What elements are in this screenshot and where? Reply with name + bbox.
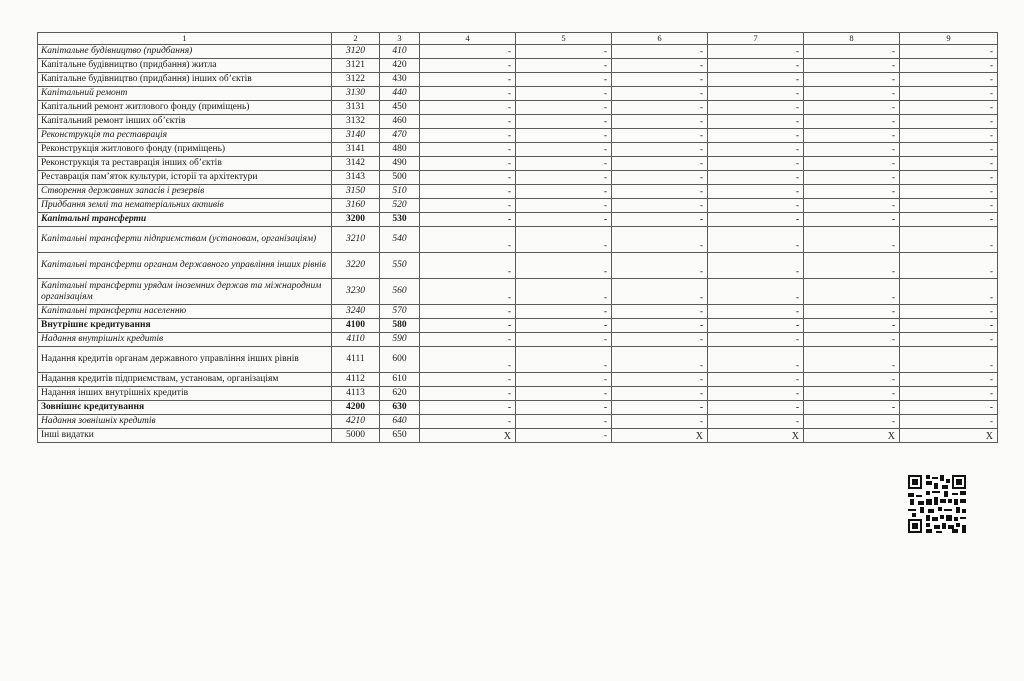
value-cell: - xyxy=(708,171,804,185)
value-cell: - xyxy=(708,415,804,429)
value-cell: - xyxy=(420,59,516,73)
value-cell: - xyxy=(708,143,804,157)
value-cell: - xyxy=(708,213,804,227)
value-cell: - xyxy=(420,199,516,213)
value-cell: - xyxy=(420,213,516,227)
value-cell: - xyxy=(708,253,804,279)
value-cell: - xyxy=(804,143,900,157)
value-cell: - xyxy=(900,143,998,157)
value-cell: - xyxy=(708,115,804,129)
value-cell: - xyxy=(612,143,708,157)
value-cell: - xyxy=(900,171,998,185)
row-line-number: 410 xyxy=(380,45,420,59)
value-cell: - xyxy=(420,185,516,199)
row-line-number: 550 xyxy=(380,253,420,279)
row-line-number: 540 xyxy=(380,227,420,253)
value-cell: - xyxy=(708,279,804,305)
row-label: Капітальне будівництво (придбання) xyxy=(38,45,332,59)
row-line-number: 520 xyxy=(380,199,420,213)
value-cell: - xyxy=(612,157,708,171)
table-row xyxy=(38,227,998,253)
value-cell: - xyxy=(804,279,900,305)
row-line-number: 450 xyxy=(380,101,420,115)
value-cell: - xyxy=(804,199,900,213)
value-cell: - xyxy=(420,101,516,115)
value-cell: - xyxy=(612,253,708,279)
row-label: Реконструкція та реставрація інших об’єктів xyxy=(38,157,332,171)
value-cell: - xyxy=(708,227,804,253)
value-cell: - xyxy=(420,227,516,253)
value-cell: - xyxy=(420,143,516,157)
value-cell: - xyxy=(708,401,804,415)
value-cell: - xyxy=(900,373,998,387)
value-cell: - xyxy=(900,305,998,319)
value-cell: - xyxy=(612,199,708,213)
value-cell: - xyxy=(804,415,900,429)
value-cell: - xyxy=(900,87,998,101)
row-label: Капітальні трансферти урядам іноземних держав та міжнародним організаціям xyxy=(38,279,332,305)
value-cell: - xyxy=(900,387,998,401)
row-label: Реставрація пам’яток культури, історії та архітектури xyxy=(38,171,332,185)
value-cell: X xyxy=(420,429,516,443)
row-code: 4112 xyxy=(332,373,380,387)
value-cell: - xyxy=(708,333,804,347)
row-line-number: 570 xyxy=(380,305,420,319)
value-cell: - xyxy=(804,387,900,401)
row-code: 4113 xyxy=(332,387,380,401)
value-cell: - xyxy=(612,59,708,73)
value-cell: - xyxy=(516,171,612,185)
table-body xyxy=(38,45,998,443)
header-row xyxy=(38,33,998,45)
value-cell: - xyxy=(708,45,804,59)
row-code: 3220 xyxy=(332,253,380,279)
value-cell: - xyxy=(516,73,612,87)
row-code: 3121 xyxy=(332,59,380,73)
row-label: Капітальний ремонт інших об’єктів xyxy=(38,115,332,129)
value-cell: - xyxy=(612,213,708,227)
value-cell: - xyxy=(804,253,900,279)
column-header: 2 xyxy=(332,33,380,45)
row-line-number: 600 xyxy=(380,347,420,373)
value-cell: - xyxy=(900,45,998,59)
row-line-number: 590 xyxy=(380,333,420,347)
table-row xyxy=(38,305,998,319)
value-cell: - xyxy=(612,279,708,305)
table-row xyxy=(38,115,998,129)
column-header: 7 xyxy=(708,33,804,45)
table-row xyxy=(38,401,998,415)
value-cell: - xyxy=(804,157,900,171)
row-code: 3142 xyxy=(332,157,380,171)
table-row xyxy=(38,59,998,73)
row-line-number: 510 xyxy=(380,185,420,199)
table-row xyxy=(38,185,998,199)
value-cell: - xyxy=(420,415,516,429)
row-label: Капітальний ремонт житлового фонду (приміщень) xyxy=(38,101,332,115)
row-code: 4210 xyxy=(332,415,380,429)
table-row xyxy=(38,73,998,87)
table-row xyxy=(38,171,998,185)
row-code: 3150 xyxy=(332,185,380,199)
value-cell: - xyxy=(708,387,804,401)
row-label: Придбання землі та нематеріальних активів xyxy=(38,199,332,213)
row-code: 3200 xyxy=(332,213,380,227)
value-cell: - xyxy=(612,171,708,185)
value-cell: - xyxy=(708,87,804,101)
row-label: Капітальні трансферти xyxy=(38,213,332,227)
value-cell: - xyxy=(516,305,612,319)
value-cell: - xyxy=(708,373,804,387)
value-cell: - xyxy=(900,59,998,73)
value-cell: - xyxy=(420,87,516,101)
value-cell: - xyxy=(420,45,516,59)
value-cell: - xyxy=(708,129,804,143)
value-cell: X xyxy=(900,429,998,443)
row-line-number: 460 xyxy=(380,115,420,129)
row-code: 3131 xyxy=(332,101,380,115)
row-line-number: 430 xyxy=(380,73,420,87)
column-header: 1 xyxy=(38,33,332,45)
row-code: 3140 xyxy=(332,129,380,143)
value-cell: - xyxy=(420,305,516,319)
value-cell: - xyxy=(516,59,612,73)
value-cell: - xyxy=(420,333,516,347)
value-cell: - xyxy=(612,87,708,101)
row-label: Надання кредитів підприємствам, установам, організаціям xyxy=(38,373,332,387)
table-row xyxy=(38,87,998,101)
row-code: 3122 xyxy=(332,73,380,87)
value-cell: - xyxy=(420,347,516,373)
row-line-number: 580 xyxy=(380,319,420,333)
value-cell: - xyxy=(612,333,708,347)
value-cell: - xyxy=(804,213,900,227)
value-cell: - xyxy=(804,101,900,115)
column-header: 5 xyxy=(516,33,612,45)
row-label: Зовнішнє кредитування xyxy=(38,401,332,415)
table-row xyxy=(38,157,998,171)
value-cell: - xyxy=(804,347,900,373)
row-line-number: 420 xyxy=(380,59,420,73)
row-label: Створення державних запасів і резервів xyxy=(38,185,332,199)
table-row xyxy=(38,129,998,143)
value-cell: - xyxy=(612,115,708,129)
value-cell: - xyxy=(516,319,612,333)
value-cell: - xyxy=(804,319,900,333)
row-code: 3143 xyxy=(332,171,380,185)
value-cell: - xyxy=(900,253,998,279)
column-header: 3 xyxy=(380,33,420,45)
value-cell: - xyxy=(516,429,612,443)
value-cell: - xyxy=(516,253,612,279)
value-cell: - xyxy=(612,415,708,429)
value-cell: - xyxy=(612,373,708,387)
row-code: 3141 xyxy=(332,143,380,157)
column-header: 9 xyxy=(900,33,998,45)
value-cell: - xyxy=(420,171,516,185)
value-cell: - xyxy=(900,185,998,199)
row-line-number: 630 xyxy=(380,401,420,415)
value-cell: - xyxy=(804,59,900,73)
row-line-number: 610 xyxy=(380,373,420,387)
value-cell: - xyxy=(612,73,708,87)
value-cell: - xyxy=(708,199,804,213)
value-cell: - xyxy=(804,185,900,199)
qr-code-icon xyxy=(908,475,966,533)
value-cell: - xyxy=(516,333,612,347)
value-cell: - xyxy=(900,401,998,415)
row-code: 3230 xyxy=(332,279,380,305)
value-cell: - xyxy=(900,415,998,429)
row-label: Інші видатки xyxy=(38,429,332,443)
value-cell: - xyxy=(612,387,708,401)
table-row xyxy=(38,333,998,347)
value-cell: - xyxy=(708,185,804,199)
table-row xyxy=(38,45,998,59)
row-label: Надання кредитів органам державного управління інших рівнів xyxy=(38,347,332,373)
value-cell: - xyxy=(900,227,998,253)
value-cell: - xyxy=(804,333,900,347)
value-cell: - xyxy=(804,305,900,319)
value-cell: - xyxy=(612,227,708,253)
value-cell: - xyxy=(420,129,516,143)
value-cell: - xyxy=(612,401,708,415)
table-row xyxy=(38,429,998,443)
value-cell: - xyxy=(900,333,998,347)
row-line-number: 640 xyxy=(380,415,420,429)
value-cell: - xyxy=(420,253,516,279)
row-code: 3210 xyxy=(332,227,380,253)
value-cell: - xyxy=(900,319,998,333)
value-cell: - xyxy=(516,199,612,213)
value-cell: - xyxy=(804,171,900,185)
value-cell: - xyxy=(900,157,998,171)
row-line-number: 530 xyxy=(380,213,420,227)
row-code: 4111 xyxy=(332,347,380,373)
value-cell: - xyxy=(612,305,708,319)
value-cell: - xyxy=(900,199,998,213)
row-label: Внутрішнє кредитування xyxy=(38,319,332,333)
table-row xyxy=(38,279,998,305)
value-cell: - xyxy=(516,101,612,115)
row-line-number: 440 xyxy=(380,87,420,101)
value-cell: - xyxy=(516,373,612,387)
value-cell: - xyxy=(708,101,804,115)
value-cell: - xyxy=(708,157,804,171)
value-cell: X xyxy=(612,429,708,443)
value-cell: - xyxy=(420,279,516,305)
value-cell: - xyxy=(804,227,900,253)
table-row xyxy=(38,387,998,401)
row-line-number: 490 xyxy=(380,157,420,171)
value-cell: - xyxy=(804,401,900,415)
value-cell: - xyxy=(516,115,612,129)
value-cell: - xyxy=(804,129,900,143)
column-header: 8 xyxy=(804,33,900,45)
row-code: 3130 xyxy=(332,87,380,101)
row-label: Надання інших внутрішніх кредитів xyxy=(38,387,332,401)
value-cell: - xyxy=(516,387,612,401)
row-code: 5000 xyxy=(332,429,380,443)
value-cell: - xyxy=(900,347,998,373)
value-cell: - xyxy=(516,143,612,157)
row-code: 4110 xyxy=(332,333,380,347)
value-cell: - xyxy=(516,129,612,143)
report-table xyxy=(37,32,998,443)
row-label: Реконструкція житлового фонду (приміщень) xyxy=(38,143,332,157)
row-line-number: 470 xyxy=(380,129,420,143)
value-cell: - xyxy=(516,213,612,227)
value-cell: - xyxy=(516,347,612,373)
value-cell: - xyxy=(516,279,612,305)
column-header: 4 xyxy=(420,33,516,45)
table-row xyxy=(38,101,998,115)
value-cell: - xyxy=(516,185,612,199)
row-label: Надання внутрішніх кредитів xyxy=(38,333,332,347)
row-line-number: 500 xyxy=(380,171,420,185)
table-row xyxy=(38,143,998,157)
value-cell: - xyxy=(804,115,900,129)
value-cell: - xyxy=(420,401,516,415)
row-code: 3132 xyxy=(332,115,380,129)
value-cell: X xyxy=(708,429,804,443)
value-cell: - xyxy=(804,87,900,101)
column-header: 6 xyxy=(612,33,708,45)
value-cell: X xyxy=(804,429,900,443)
table-row xyxy=(38,373,998,387)
row-label: Надання зовнішніх кредитів xyxy=(38,415,332,429)
value-cell: - xyxy=(708,319,804,333)
value-cell: - xyxy=(708,347,804,373)
row-label: Капітальні трансферти органам державного управління інших рівнів xyxy=(38,253,332,279)
table-row xyxy=(38,253,998,279)
value-cell: - xyxy=(900,279,998,305)
value-cell: - xyxy=(900,115,998,129)
value-cell: - xyxy=(612,185,708,199)
value-cell: - xyxy=(516,45,612,59)
row-code: 4100 xyxy=(332,319,380,333)
table-row xyxy=(38,199,998,213)
value-cell: - xyxy=(516,227,612,253)
value-cell: - xyxy=(804,373,900,387)
value-cell: - xyxy=(420,115,516,129)
value-cell: - xyxy=(612,129,708,143)
value-cell: - xyxy=(804,45,900,59)
row-label: Реконструкція та реставрація xyxy=(38,129,332,143)
row-line-number: 480 xyxy=(380,143,420,157)
value-cell: - xyxy=(708,73,804,87)
row-code: 3240 xyxy=(332,305,380,319)
value-cell: - xyxy=(516,157,612,171)
row-code: 4200 xyxy=(332,401,380,415)
value-cell: - xyxy=(420,157,516,171)
row-label: Капітальне будівництво (придбання) інших об’єктів xyxy=(38,73,332,87)
row-label: Капітальні трансферти підприємствам (установам, організаціям) xyxy=(38,227,332,253)
row-line-number: 650 xyxy=(380,429,420,443)
value-cell: - xyxy=(900,129,998,143)
value-cell: - xyxy=(516,415,612,429)
row-label: Капітальний ремонт xyxy=(38,87,332,101)
value-cell: - xyxy=(612,101,708,115)
value-cell: - xyxy=(420,373,516,387)
value-cell: - xyxy=(516,87,612,101)
table-row xyxy=(38,213,998,227)
value-cell: - xyxy=(708,305,804,319)
value-cell: - xyxy=(708,59,804,73)
row-line-number: 560 xyxy=(380,279,420,305)
value-cell: - xyxy=(804,73,900,87)
table-row xyxy=(38,319,998,333)
value-cell: - xyxy=(900,101,998,115)
table-row xyxy=(38,347,998,373)
value-cell: - xyxy=(900,213,998,227)
row-code: 3160 xyxy=(332,199,380,213)
value-cell: - xyxy=(612,319,708,333)
value-cell: - xyxy=(516,401,612,415)
row-line-number: 620 xyxy=(380,387,420,401)
table-row xyxy=(38,415,998,429)
row-code: 3120 xyxy=(332,45,380,59)
value-cell: - xyxy=(612,347,708,373)
value-cell: - xyxy=(420,73,516,87)
row-label: Капітальне будівництво (придбання) житла xyxy=(38,59,332,73)
value-cell: - xyxy=(612,45,708,59)
row-label: Капітальні трансферти населенню xyxy=(38,305,332,319)
value-cell: - xyxy=(420,319,516,333)
value-cell: - xyxy=(420,387,516,401)
value-cell: - xyxy=(900,73,998,87)
